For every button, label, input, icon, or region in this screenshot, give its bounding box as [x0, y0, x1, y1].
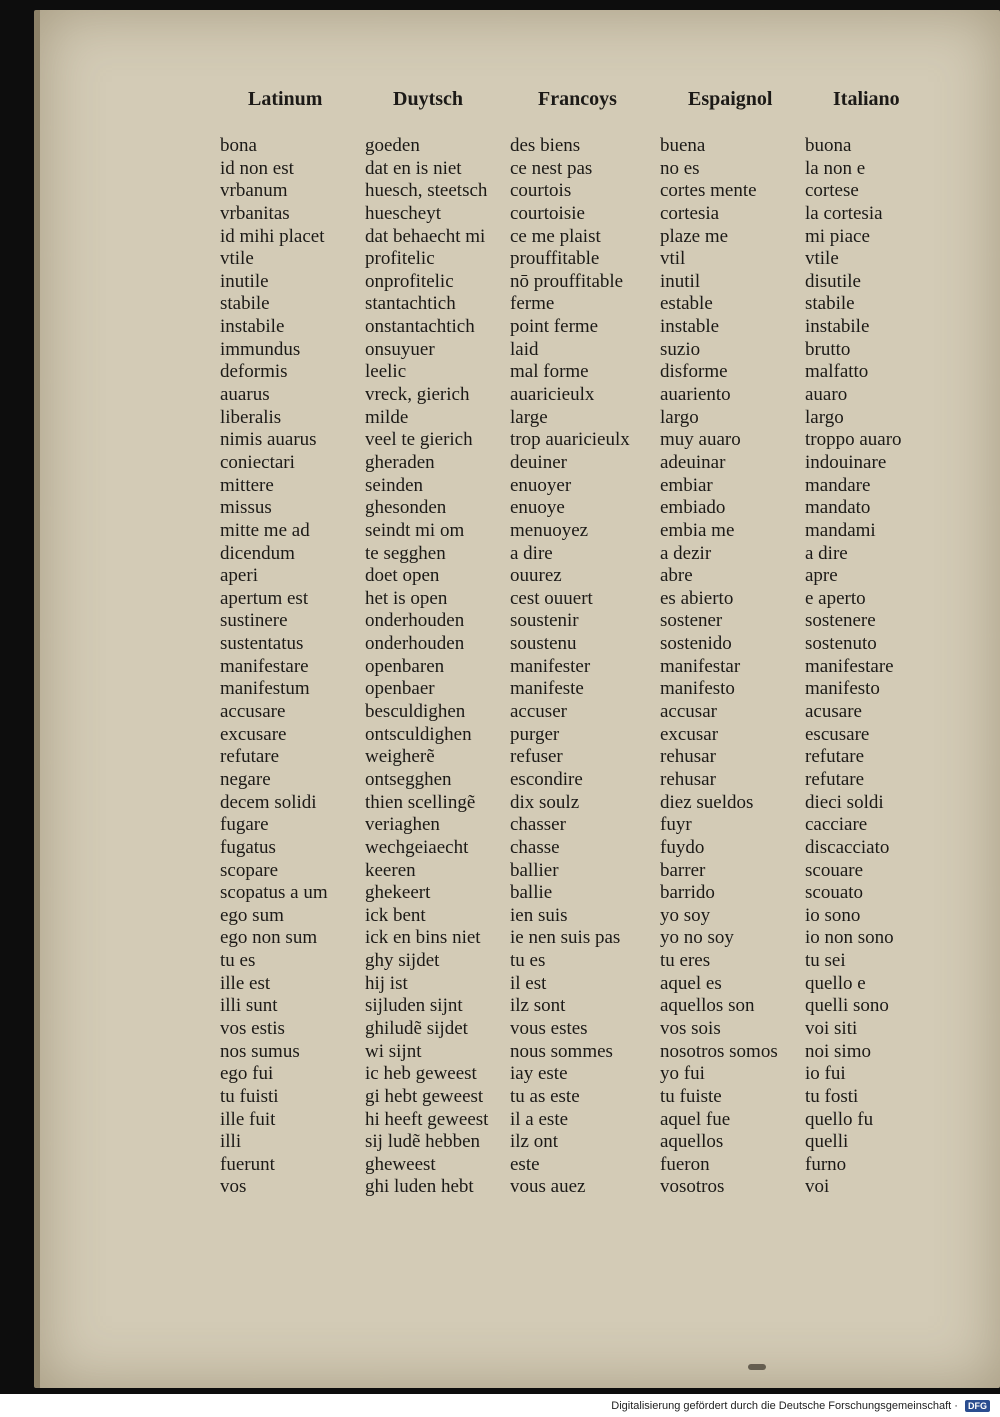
word-entry: quelli sono: [805, 995, 889, 1017]
word-entry: auaricieulx: [510, 384, 595, 406]
word-entry: leelic: [365, 361, 407, 383]
word-entry: il est: [510, 972, 547, 994]
word-entry: rehusar: [660, 768, 716, 790]
word-entry: vous auez: [510, 1176, 586, 1198]
word-entry: dieci soldi: [805, 791, 884, 813]
word-entry: laid: [510, 338, 539, 360]
word-entry: stantachtich: [365, 293, 456, 315]
word-entry: refutare: [805, 768, 865, 790]
word-entry: mitte me ad: [220, 519, 310, 541]
word-entry: manifestare: [220, 655, 309, 677]
word-entry: accusar: [660, 701, 717, 723]
word-entry: vtil: [660, 248, 686, 270]
word-entry: onsuyuer: [365, 338, 435, 360]
word-entry: excusare: [220, 723, 287, 745]
word-entry: id non est: [220, 157, 294, 179]
word-entry: ghi luden hebt: [365, 1176, 474, 1198]
column-latinum: [220, 85, 365, 1199]
column-espaignol: [660, 85, 805, 1199]
word-entry: noi simo: [805, 1040, 871, 1062]
word-entry: furno: [805, 1153, 847, 1175]
word-entry: instabile: [805, 316, 870, 338]
word-entry: a dire: [805, 542, 848, 564]
word-entry: trop auaricieulx: [510, 429, 630, 451]
word-entry: inutil: [660, 270, 701, 292]
word-entry: suzio: [660, 338, 701, 360]
word-entry: mandato: [805, 497, 871, 519]
word-entry: io fui: [805, 1063, 846, 1085]
word-entry: quelli: [805, 1131, 849, 1153]
word-entry: excusar: [660, 723, 719, 745]
word-entry: enuoye: [510, 497, 565, 519]
word-entry: ick en bins niet: [365, 927, 481, 949]
word-entry: diez sueldos: [660, 791, 754, 813]
word-entry: voi siti: [805, 1017, 858, 1039]
word-entry: troppo auaro: [805, 429, 902, 451]
word-entry: bona: [220, 135, 257, 156]
word-entry: negare: [220, 768, 271, 790]
word-entry: nous sommes: [510, 1040, 613, 1062]
word-entry: onprofitelic: [365, 270, 454, 292]
word-entry: ballier: [510, 859, 559, 881]
word-entry: ontsegghen: [365, 768, 452, 790]
word-entry: tu es: [220, 950, 256, 972]
dfg-logo: DFG: [965, 1400, 990, 1412]
word-entry: besculdighen: [365, 701, 466, 723]
word-entry: enuoyer: [510, 474, 572, 496]
word-entry: chasser: [510, 814, 566, 836]
word-entry: refutare: [220, 746, 280, 768]
word-entry: iay este: [510, 1063, 568, 1085]
word-entry: goeden: [365, 135, 420, 156]
word-entry: te segghen: [365, 542, 446, 564]
column-header: Duytsch: [393, 88, 464, 110]
word-entry: acusare: [805, 701, 862, 723]
word-entry: aquellos son: [660, 995, 755, 1017]
word-entry: auarus: [220, 384, 270, 406]
word-entry: vosotros: [660, 1176, 725, 1198]
word-entry: ego non sum: [220, 927, 318, 949]
word-entry: tu fosti: [805, 1085, 859, 1107]
word-entry: cacciare: [805, 814, 868, 836]
word-entry: auariento: [660, 384, 731, 406]
word-entry: profitelic: [365, 248, 435, 270]
word-entry: mittere: [220, 474, 274, 496]
word-entry: manifestare: [805, 655, 894, 677]
word-entry: onderhouden: [365, 633, 465, 655]
word-entry: mandami: [805, 519, 876, 541]
word-entry: mandare: [805, 474, 871, 496]
word-entry: hi heeft geweest: [365, 1108, 489, 1130]
word-entry: ferme: [510, 293, 555, 315]
word-entry: nosotros somos: [660, 1040, 778, 1062]
word-entry: apertum est: [220, 587, 309, 609]
word-entry: ghy sijdet: [365, 950, 440, 972]
word-entry: thien scellingẽ: [365, 791, 476, 813]
word-entry: escusare: [805, 723, 870, 745]
book-page: [34, 10, 1000, 1388]
word-entry: instable: [660, 316, 720, 338]
word-entry: weigherẽ: [365, 746, 435, 768]
word-entry: scouare: [805, 859, 864, 881]
word-entry: ballie: [510, 882, 553, 904]
word-entry: fuydo: [660, 836, 705, 858]
word-entry: id mihi placet: [220, 225, 325, 247]
word-entry: sustinere: [220, 610, 288, 632]
word-entry: soustenu: [510, 633, 577, 655]
word-entry: ick bent: [365, 904, 426, 926]
word-entry: cortes mente: [660, 180, 757, 202]
word-entry: escondire: [510, 768, 583, 790]
column-header: Francoys: [538, 88, 617, 110]
word-entry: embiar: [660, 474, 713, 496]
word-entry: vos: [220, 1176, 247, 1198]
word-entry: cortesia: [660, 202, 720, 224]
word-entry: chasse: [510, 836, 560, 858]
word-entry: sij ludẽ hebben: [365, 1131, 481, 1153]
footer-credit: Digitalisierung gefördert durch die Deutsche Forschungsgemeinschaft: [611, 1399, 952, 1412]
word-entry: purger: [510, 723, 560, 745]
word-entry: decem solidi: [220, 791, 317, 813]
column-francoys: [510, 85, 660, 1199]
word-entry: ego sum: [220, 904, 284, 926]
word-entry: ilz ont: [510, 1131, 559, 1153]
word-entry: nos sumus: [220, 1040, 300, 1062]
word-entry: cortese: [805, 180, 859, 202]
word-entry: gi hebt geweest: [365, 1085, 484, 1107]
word-entry: soustenir: [510, 610, 579, 632]
word-entry: fugatus: [220, 836, 276, 858]
word-entry: mi piace: [805, 225, 870, 247]
word-entry: vos sois: [660, 1017, 721, 1039]
word-entry: sostener: [660, 610, 723, 632]
word-entry: estable: [660, 293, 713, 315]
word-entry: point ferme: [510, 316, 599, 338]
word-entry: aquellos: [660, 1131, 724, 1153]
word-entry: io sono: [805, 904, 861, 926]
word-entry: inutile: [220, 270, 269, 292]
word-entry: des biens: [510, 135, 581, 156]
word-entry: scopatus a um: [220, 882, 328, 904]
word-entry: wi sijnt: [365, 1040, 422, 1062]
word-entry: hij ist: [365, 972, 408, 994]
word-entry: manifesto: [805, 678, 880, 700]
word-entry: io non sono: [805, 927, 894, 949]
word-entry: fuyr: [660, 814, 692, 836]
word-entry: refuser: [510, 746, 563, 768]
word-entry: veriaghen: [365, 814, 440, 836]
column-header: Espaignol: [688, 88, 773, 110]
word-entry: buona: [805, 135, 852, 156]
word-entry: vreck, gierich: [365, 384, 470, 406]
word-entry: a dire: [510, 542, 553, 564]
word-entry: disutile: [805, 270, 861, 292]
word-entry: accuser: [510, 701, 567, 723]
word-entry: immundus: [220, 338, 301, 360]
word-entry: abre: [660, 565, 693, 587]
word-entry: vrbanum: [220, 180, 288, 202]
word-entry: ille fuit: [220, 1108, 276, 1130]
word-entry: vtile: [220, 248, 254, 270]
word-entry: tu fuisti: [220, 1085, 279, 1107]
word-entry: stabile: [805, 293, 855, 315]
word-entry: cest ouuert: [510, 587, 593, 609]
word-entry: buena: [660, 135, 706, 156]
word-entry: auaro: [805, 384, 848, 406]
word-entry: la cortesia: [805, 202, 883, 224]
column-header: Italiano: [833, 88, 900, 110]
word-entry: huesch, steetsch: [365, 180, 488, 202]
word-entry: manifestum: [220, 678, 310, 700]
word-entry: fueron: [660, 1153, 710, 1175]
word-entry: ouurez: [510, 565, 562, 587]
word-entry: ie nen suis pas: [510, 927, 621, 949]
word-entry: dix soulz: [510, 791, 580, 813]
word-entry: courtois: [510, 180, 572, 202]
word-entry: deformis: [220, 361, 288, 383]
word-entry: manifeste: [510, 678, 584, 700]
word-entry: barrer: [660, 859, 706, 881]
word-entry: es abierto: [660, 587, 734, 609]
word-entry: ien suis: [510, 904, 568, 926]
word-entry: indouinare: [805, 451, 887, 473]
word-entry: aquel es: [660, 972, 722, 994]
word-entry: sostenuto: [805, 633, 877, 655]
word-entry: no es: [660, 157, 700, 179]
word-entry: onderhouden: [365, 610, 465, 632]
word-entry: dicendum: [220, 542, 295, 564]
word-entry: coniectari: [220, 451, 295, 473]
word-entry: deuiner: [510, 451, 567, 473]
word-entry: vtile: [805, 248, 839, 270]
word-entry: brutto: [805, 338, 851, 360]
word-entry: ce me plaist: [510, 225, 601, 247]
word-entry: ghesonden: [365, 497, 447, 519]
word-entry: scouato: [805, 882, 864, 904]
word-entry: aperi: [220, 565, 258, 587]
word-entry: ce nest pas: [510, 157, 593, 179]
word-entry: largo: [660, 406, 699, 428]
word-entry: ghekeert: [365, 882, 431, 904]
word-entry: e aperto: [805, 587, 866, 609]
word-entry: voi: [805, 1176, 830, 1198]
word-entry: muy auaro: [660, 429, 741, 451]
word-entry: tu sei: [805, 950, 846, 972]
word-entry: manifesto: [660, 678, 735, 700]
word-entry: illi sunt: [220, 995, 278, 1017]
word-entry: accusare: [220, 701, 286, 723]
word-entry: sijluden sijnt: [365, 995, 463, 1017]
word-entry: este: [510, 1153, 540, 1175]
word-entry: aquel fue: [660, 1108, 731, 1130]
word-entry: ego fui: [220, 1063, 274, 1085]
word-entry: menuoyez: [510, 519, 589, 541]
footer-separator: ·: [951, 1399, 961, 1412]
word-entry: vous estes: [510, 1017, 588, 1039]
word-entry: tu es: [510, 950, 546, 972]
word-entry: adeuinar: [660, 451, 726, 473]
word-entry: embiado: [660, 497, 726, 519]
word-entry: veel te gierich: [365, 429, 473, 451]
word-entry: apre: [805, 565, 838, 587]
word-entry: ghiludẽ sijdet: [365, 1017, 468, 1039]
word-entry: fugare: [220, 814, 269, 836]
word-entry: openbaren: [365, 655, 445, 677]
word-entry: barrido: [660, 882, 715, 904]
word-entry: fuerunt: [220, 1153, 275, 1175]
word-entry: yo no soy: [660, 927, 734, 949]
word-entry: refutare: [805, 746, 865, 768]
ink-smudge: [748, 1364, 766, 1370]
word-entry: rehusar: [660, 746, 716, 768]
word-entry: yo soy: [660, 904, 711, 926]
word-entry: la non e: [805, 157, 866, 179]
word-entry: manifestar: [660, 655, 741, 677]
word-entry: scopare: [220, 859, 279, 881]
word-entry: nō prouffitable: [510, 270, 624, 292]
word-entry: ic heb geweest: [365, 1063, 477, 1085]
word-entry: liberalis: [220, 406, 282, 428]
word-entry: keeren: [365, 859, 416, 881]
word-entry: courtoisie: [510, 202, 585, 224]
word-entry: milde: [365, 406, 409, 428]
column-duytsch: [365, 85, 510, 1199]
word-entry: mal forme: [510, 361, 589, 383]
word-entry: huescheyt: [365, 202, 441, 224]
column-header: Latinum: [248, 88, 323, 110]
word-entry: ontsculdighen: [365, 723, 472, 745]
word-entry: dat behaecht mi: [365, 225, 486, 247]
word-entry: discacciato: [805, 836, 890, 858]
word-entry: malfatto: [805, 361, 869, 383]
word-entry: instabile: [220, 316, 285, 338]
word-entry: seindt mi om: [365, 519, 465, 541]
word-entry: illi: [220, 1131, 242, 1153]
word-entry: large: [510, 406, 548, 428]
vocabulary-table: [220, 85, 950, 1199]
word-entry: stabile: [220, 293, 270, 315]
word-entry: ille est: [220, 972, 271, 994]
word-entry: het is open: [365, 587, 448, 609]
word-entry: dat en is niet: [365, 157, 462, 179]
word-entry: gheraden: [365, 451, 435, 473]
word-entry: doet open: [365, 565, 440, 587]
word-entry: tu eres: [660, 950, 711, 972]
word-entry: gheweest: [365, 1153, 436, 1175]
word-entry: a dezir: [660, 542, 712, 564]
word-entry: wechgeiaecht: [365, 836, 469, 858]
word-entry: prouffitable: [510, 248, 600, 270]
word-entry: nimis auarus: [220, 429, 317, 451]
word-entry: sostenere: [805, 610, 876, 632]
column-italiano: [805, 85, 950, 1199]
word-entry: quello fu: [805, 1108, 874, 1130]
word-entry: plaze me: [660, 225, 729, 247]
word-entry: sostenido: [660, 633, 732, 655]
footer-bar: [0, 1394, 1000, 1417]
word-entry: openbaer: [365, 678, 435, 700]
word-entry: seinden: [365, 474, 424, 496]
word-entry: largo: [805, 406, 844, 428]
word-entry: quello e: [805, 972, 866, 994]
word-entry: sustentatus: [220, 633, 304, 655]
word-entry: vos estis: [220, 1017, 285, 1039]
word-entry: tu as este: [510, 1085, 580, 1107]
word-entry: missus: [220, 497, 272, 519]
word-entry: manifester: [510, 655, 591, 677]
word-entry: disforme: [660, 361, 728, 383]
word-entry: yo fui: [660, 1063, 705, 1085]
word-entry: ilz sont: [510, 995, 566, 1017]
word-entry: onstantachtich: [365, 316, 475, 338]
word-entry: vrbanitas: [220, 202, 290, 224]
word-entry: tu fuiste: [660, 1085, 722, 1107]
word-entry: embia me: [660, 519, 735, 541]
word-entry: il a este: [510, 1108, 569, 1130]
